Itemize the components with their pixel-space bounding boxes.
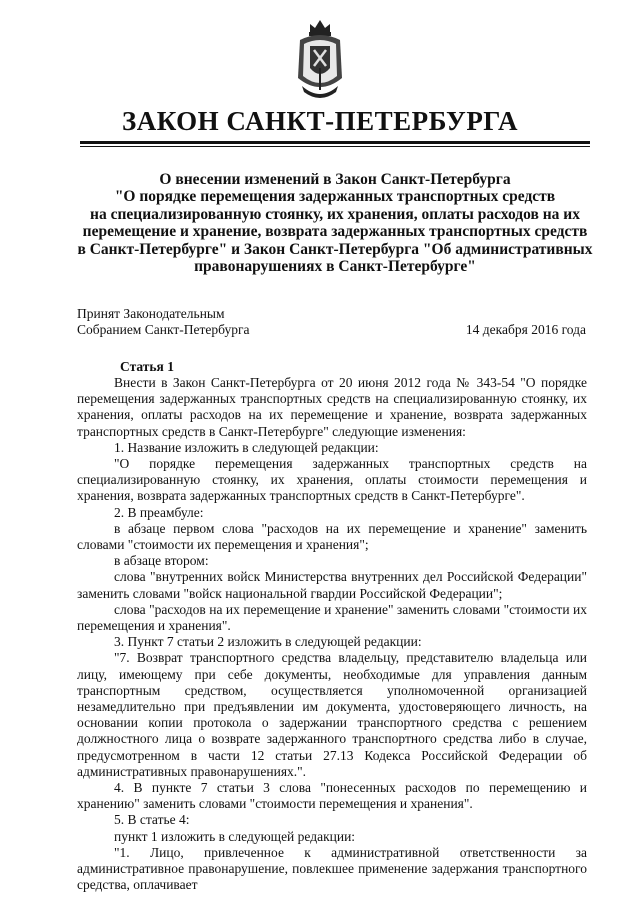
- paragraph: слова "расходов на их перемещение и хранение" заменить словами "стоимости их перемещения и хранения".: [77, 601, 587, 634]
- adoption-line: Собранием Санкт-Петербурга: [77, 322, 250, 337]
- adoption-note: [77, 306, 250, 338]
- adoption-line: Принят Законодательным: [77, 306, 225, 321]
- law-subject-title: [70, 171, 600, 275]
- title-rule-thin: [80, 146, 590, 147]
- paragraph: "1. Лицо, привлеченное к административной ответственности за административное правонарушение, повлекшее применение задержания транспортного средства, оплачивает: [77, 844, 587, 893]
- law-title: ЗАКОН САНКТ-ПЕТЕРБУРГА: [121, 106, 519, 136]
- subject-line: О внесении изменений в Закон Санкт-Петербурга: [159, 171, 511, 188]
- paragraph: 5. В статье 4:: [114, 812, 190, 828]
- adoption-date: 14 декабря 2016 года: [465, 322, 586, 337]
- paragraph: "7. Возврат транспортного средства владельцу, представителю владельца или лицу, имеющему при себе документы, необходимые для управления данным транспортным средством, осуществляется уполномоченной организацией незамедлительно при предъявлении им документа, удостоверяющего личность, на основании копии протокола о задержании транспортного средства с решением должностного лица о возврате задержанного транспортного средства либо в случае, предусмотренном в части 12 статьи 27.13 Кодекса Российской Федерации об административных правонарушениях.".: [77, 650, 587, 779]
- article-heading: Статья 1: [120, 359, 174, 374]
- subject-line: правонарушениях в Санкт-Петербурге": [194, 258, 476, 276]
- subject-line: перемещение и хранение, возврата задержанных транспортных средств: [82, 223, 588, 241]
- paragraph: "О порядке перемещения задержанных транспортных средств на специализированную стоянку, их хранения, оплаты стоимости перемещения и хранения, возврата задержанных транспортных средств в Санкт-Петербурге".: [77, 456, 587, 504]
- paragraph: 3. Пункт 7 статьи 2 изложить в следующей редакции:: [114, 634, 422, 650]
- paragraph: пункт 1 изложить в следующей редакции:: [114, 828, 356, 844]
- paragraph: в абзаце первом слова "расходов на их перемещение и хранение" заменить словами "стоимости их перемещения и хранения";: [77, 520, 587, 553]
- article-body: [77, 375, 587, 894]
- title-rule-thick: [80, 141, 590, 144]
- subject-line: в Санкт-Петербурге" и Закон Санкт-Петербурга "Об административных: [77, 240, 593, 258]
- paragraph: слова "внутренних войск Министерства внутренних дел Российской Федерации" заменить словами "войск национальной гвардии Российской Федерации";: [77, 569, 587, 601]
- paragraph: в абзаце втором:: [114, 553, 209, 569]
- coat-of-arms-icon: [296, 18, 344, 100]
- paragraph: 4. В пункте 7 статьи 3 слова "понесенных расходов по перемещению и хранению" заменить словами "стоимости перемещения и хранения".: [77, 780, 587, 812]
- paragraph: 2. В преамбуле:: [114, 504, 204, 520]
- paragraph: 1. Название изложить в следующей редакции:: [114, 439, 379, 455]
- subject-line: "О порядке перемещения задержанных транспортных средств: [114, 188, 556, 206]
- subject-line: на специализированную стоянку, их хранения, оплаты расходов на их: [90, 205, 580, 223]
- paragraph: Внести в Закон Санкт-Петербурга от 20 июня 2012 года № 343-54 "О порядке перемещения задержанных транспортных средств на специализированную стоянку, их хранения, оплаты расходов на их перемещение и хранение, возврата задержанных транспортных средств в Санкт-Петербурге" следующие изменения:: [77, 375, 587, 439]
